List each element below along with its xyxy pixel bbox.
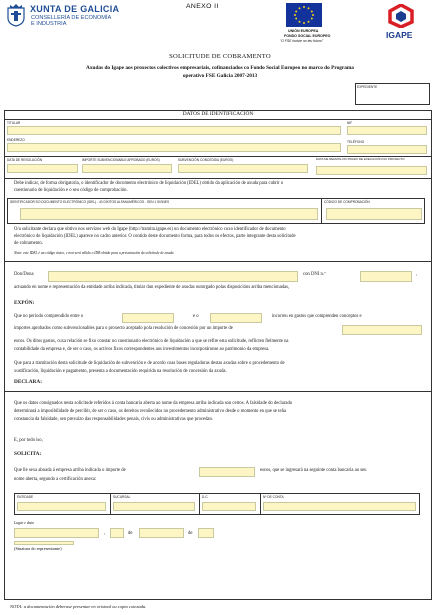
igape-label: IGAPE xyxy=(386,30,413,40)
de-text-2: de xyxy=(188,531,193,536)
data-resolucion-field[interactable] xyxy=(7,164,78,173)
idel-text-5: de cobramento. xyxy=(14,241,43,246)
eu-label-3: "O FSE inviste no teu futuro" xyxy=(280,39,324,43)
telefono-label: TELÉFONO xyxy=(347,140,365,144)
idel-text-1: Debe indicar, de forma obrigatoria, o identificador de documento electrónico de liquidación (IDEL) obtido da aplicación de axuda para cubrir o xyxy=(14,181,284,186)
identification-heading: DATOS DE IDENTIFICACIÓN xyxy=(182,111,254,117)
lugar-label: Lugar e data xyxy=(14,521,34,525)
declara-text-1: Que os datos consignados nesta solicitude referidos á conta bancaria aberta ao nome da empresa arriba indicada son certos. A falsidade do declarado xyxy=(14,401,293,406)
entidade-label: ENTIDADE xyxy=(17,495,34,499)
tramite-text-2: xustificación, liquidación e pagamento, presenta a documentación requirida na resolución de concesión da axuda. xyxy=(14,369,227,374)
titular-field[interactable] xyxy=(7,126,341,135)
lugar-field[interactable] xyxy=(14,528,99,538)
lugar-comma: , xyxy=(104,531,106,536)
telefono-field[interactable] xyxy=(347,145,427,154)
declara-text-2: determinará a imposibilidade de percibir, de ser o caso, os dereitos recoñecidos no procedemento administrativo desde o momento en que se teña xyxy=(14,409,286,414)
por-todo-text: E, por todo iso, xyxy=(14,438,43,443)
sinatura-label: (Sinatura do representante) xyxy=(14,546,62,551)
declara-text-3: constancia da falsidade, sen prexuízo das responsabilidades penais, civís ou administrativas que procedan. xyxy=(14,417,214,422)
data-resolucion-label: DATA DE RESOLUCIÓN xyxy=(7,158,43,162)
periodo-start-field[interactable] xyxy=(122,313,174,323)
footer-note: NOTA: a documentación deberase presentar en orixinal ou copia cotexada. xyxy=(10,604,147,609)
titular-label: TITULAR xyxy=(7,121,21,125)
importes-text: importes aprobados como subvencionables para o proxecto aceptado pola resolución de concesión por un importe de xyxy=(14,326,233,331)
importe-field[interactable] xyxy=(82,164,172,173)
dc-field[interactable] xyxy=(202,502,256,511)
ano-field[interactable] xyxy=(198,528,214,538)
idel-note: Nota: este IDEL é un código único, e non será válido o IDB obtido para a presentación da solicitude de axuda. xyxy=(14,251,175,255)
solicita-text-3: nome aberta, segundo a certificación anexa: xyxy=(14,477,97,482)
form-subtitle-1: Axudas do Igape aos proxectos colectivos empresariais, cofinanciados co Fondo Social Europeo no marco do Programa xyxy=(86,65,354,71)
periodo-end-field[interactable] xyxy=(210,313,262,323)
tramite-text-1: Que para a tramitación desta solicitude de liquidación de subvención e de acordo coas bases reguladoras destas axudas sobre o procedemento de xyxy=(14,361,285,366)
mes-field[interactable] xyxy=(139,528,184,538)
entidade-field[interactable] xyxy=(17,502,106,511)
conselleria-line-2: E INDUSTRIA xyxy=(31,21,67,27)
dona-field[interactable] xyxy=(48,271,298,282)
eu-flag-icon xyxy=(286,3,322,27)
eu-label-1: UNIÓN EUROPEA xyxy=(288,29,319,33)
form-title: SOLICITUDE DE COBRAMENTO xyxy=(169,53,271,60)
section-divider-2 xyxy=(4,261,432,262)
idel-text-2: cuestionario de liquidación e o seu código de comprobación. xyxy=(14,188,128,193)
declara-divider xyxy=(4,391,432,392)
dni-label: con DNI n.º xyxy=(303,272,326,277)
nif-label: NIF xyxy=(347,121,353,125)
dni-comma: , xyxy=(416,272,418,277)
xunta-logo-icon xyxy=(5,3,27,27)
eu-label-2: FONDO SOCIAL EUROPEO xyxy=(284,34,331,38)
dia-field[interactable] xyxy=(110,528,124,538)
bank-col-divider-1 xyxy=(110,493,111,515)
enderezo-field[interactable] xyxy=(7,143,341,152)
dona-label: Don/Dona xyxy=(14,272,34,277)
form-subtitle-2: operativo FSE Galicia 2007-2013 xyxy=(182,73,258,79)
idel-text-4: electrónico de liquidación (IDEL) aparece no cadro anterior. O contido deste documento forma, para todos os efectos, parte integrante desta solicitude xyxy=(14,234,296,239)
heading-divider xyxy=(4,119,432,120)
idel-code-label: CÓDIGO DE COMPROBACIÓN xyxy=(324,200,370,204)
subvencion-field[interactable] xyxy=(178,164,308,173)
igape-logo-icon xyxy=(388,4,414,28)
sucursal-label: SUCURSAL xyxy=(113,495,131,499)
enderezo-label: ENDEREZO xyxy=(7,138,25,142)
expon-heading: EXPÓN: xyxy=(14,300,35,306)
section-divider xyxy=(4,178,432,179)
de-text-1: de xyxy=(128,531,133,536)
importe-total-field[interactable] xyxy=(342,325,422,335)
conta-label: Nº DE CONTA xyxy=(263,495,284,499)
annex-label: ANEXO II xyxy=(186,3,219,10)
nif-field[interactable] xyxy=(347,126,427,135)
importe-label: IMPORTE SUBVENCIONABLE APROBADO (EUROS) xyxy=(82,158,160,162)
incorreu-text: incorreu en gastos que comprenden conceptos e xyxy=(272,314,362,319)
conselleria-line-1: CONSELLERÍA DE ECONOMÍA xyxy=(31,15,112,21)
expediente-label: EXPEDIENTE xyxy=(357,85,378,89)
bank-col-divider-3 xyxy=(260,493,261,515)
idel-text-3: O/a solicitante declara que obtivo nos servizos web do Igape (http://tramita.igape.es) un documento electrónico cuxo identificador de documento xyxy=(14,227,286,232)
solicita-text-1: Que lle sexa aboada á empresa arriba indicada o importe de xyxy=(14,468,126,473)
e-o-text: e o xyxy=(193,314,199,319)
data-remate-field[interactable] xyxy=(316,166,427,175)
solicita-heading: SOLICITA: xyxy=(14,451,42,457)
bank-col-divider-2 xyxy=(199,493,200,515)
solicita-importe-field[interactable] xyxy=(199,467,255,477)
dni-field[interactable] xyxy=(360,271,412,282)
idel-box-divider xyxy=(321,198,322,224)
conta-field[interactable] xyxy=(263,502,416,511)
declara-heading: DECLARA: xyxy=(14,379,42,385)
euros-text-2: contabilidade da empresa e, de ser o caso, os activos fixos correspondentes aos investimentos incorporáronse ao patrimonio da empresa. xyxy=(14,347,270,352)
idel-id-field[interactable] xyxy=(20,208,318,220)
sucursal-field[interactable] xyxy=(113,502,195,511)
solicita-text-2: euros, que se ingresará na seguinte conta bancaria ao seu xyxy=(260,468,367,473)
periodo-text: Que no período comprendido entre o xyxy=(14,314,84,319)
idel-id-label: IDENTIFICADOR DO DOCUMENTO ELECTRÓNICO (IDEL) - 40 DÍXITOS ALFANUMÉRICOS - SEN 1 SIGNES xyxy=(10,200,170,204)
idel-code-field[interactable] xyxy=(326,208,422,220)
dc-label: D.C. xyxy=(202,495,209,499)
sinatura-field[interactable] xyxy=(14,541,74,545)
subvencion-label: SUBVENCIÓN CONCEDIDA (EUROS) xyxy=(178,158,234,162)
data-remate-label: DATA DE REMATE DO PRAZO DE EXECUCIÓN DO PROXECTO xyxy=(316,157,405,161)
euros-text-1: euros. Os ditos gastos, cuxa relación se fixo constar no cuestionario electrónico de liquidación a que se refire esta solicitude, reflicten fielmente na xyxy=(14,339,289,344)
actuando-text: actuando en nome e representación da entidade arriba indicada, titular dun expediente de axudas outorgado polas disposicións arriba mencionadas, xyxy=(14,285,290,290)
xunta-title: XUNTA DE GALICIA xyxy=(30,4,120,14)
